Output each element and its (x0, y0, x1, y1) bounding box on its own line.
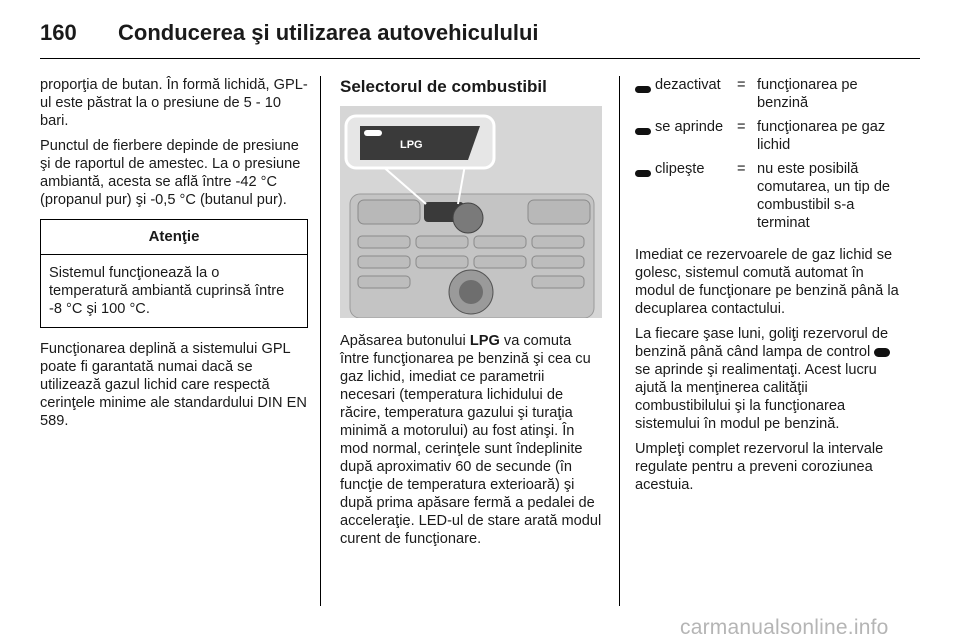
paragraph-six-months-a: La fiecare şase luni, goliţi rezervorul de benzină până când lampa de control (635, 326, 889, 360)
watermark: carmanualsonline.info (680, 616, 889, 639)
control-lamp-icon (874, 348, 890, 357)
paragraph-lpg-intro: Apăsarea butonului (340, 333, 466, 349)
paragraph-lpg-rest: va comuta între funcţionarea pe benzină şi cea cu gaz lichid, imediat ce parametrii necesari (temperatura lichidului de răcire, temperatura gazului şi turaţia minimă a motorului) au fost atinşi. În mod normal, cerinţele sunt îndeplinite după aproximativ 60 de secunde (în funcţie de temperatura exterioară) şi după prima apăsare fermă a pedalei de acceleraţie. LED-ul de stare arată modul curent de funcţionare. (340, 333, 602, 547)
header-divider (40, 58, 920, 59)
column-divider-2 (619, 76, 620, 606)
led-state-label: se aprinde (655, 119, 724, 135)
led-on-icon (635, 128, 651, 135)
led-state-label: dezactivat (655, 77, 721, 93)
paragraph-lpg-button (340, 332, 602, 548)
column-3 (635, 76, 907, 501)
lpg-button-label: LPG (400, 139, 423, 151)
led-state-meaning: funcţionarea pe gaz lichid (757, 119, 886, 153)
led-state-equals: = (737, 77, 746, 93)
led-state-label: clipeşte (655, 161, 705, 177)
led-state-meaning: nu este posibilă comutarea, un tip de combustibil s-a terminat (757, 161, 891, 231)
led-state-equals: = (737, 161, 746, 177)
notice-box (40, 219, 308, 328)
paragraph-six-months (635, 325, 907, 433)
column-1 (40, 76, 308, 437)
led-state-equals: = (737, 119, 746, 135)
paragraph-lpg-pressure: proporţia de butan. În formă lichidă, GPL-ul este păstrat la o presiune de 5 - 10 bari. (40, 77, 308, 129)
led-flashing-icon (635, 170, 651, 177)
column-2 (340, 76, 602, 555)
page-title: Conducerea şi utilizarea autovehiculului (118, 20, 539, 45)
led-state-dezactivat (635, 76, 907, 112)
paragraph-auto-switch: Imediat ce rezervoarele de gaz lichid se golesc, sistemul comută automat în modul de funcţionare pe benzină până la decuplarea contactului. (635, 247, 899, 317)
paragraph-din-standard: Funcţionarea deplină a sistemului GPL poate fi garantată numai dacă se utilizează gazul lichid care respectă cerinţele minime ale standardului DIN EN 589. (40, 341, 307, 429)
page-number: 160 (40, 20, 77, 45)
paragraph-boiling-point: Punctul de fierbere depinde de presiune şi de raportul de amestec. La o presiune ambiantă, acesta se află între -42 °C (propanul pur) şi -0,5 °C (butanul pur). (40, 138, 301, 208)
notice-body: Sistemul funcţionează la o temperatură ambiantă cuprinsă între -8 °C şi 100 °C. (49, 265, 285, 317)
fuel-selector-figure (340, 106, 602, 318)
notice-title: Atenţie (41, 220, 307, 255)
led-off-icon (635, 86, 651, 93)
lpg-button-reference: LPG (469, 333, 500, 349)
led-state-meaning: funcţionarea pe benzină (757, 77, 858, 111)
column-divider-1 (320, 76, 321, 606)
paragraph-six-months-b: se aprinde şi realimentaţi. Acest lucru ajută la menţinerea calităţii combustibilului şi la funcţionarea sistemului în modul pe benzină. (635, 362, 877, 432)
paragraph-fill-tank: Umpleţi complet rezervorul la intervale regulate pentru a preveni coroziunea acestuia. (635, 441, 884, 493)
console-illustration (340, 106, 602, 318)
page-header (40, 14, 920, 60)
led-state-clipeste (635, 160, 907, 232)
section-heading: Selectorul de combustibil (340, 77, 547, 96)
led-state-se-aprinde (635, 118, 907, 154)
